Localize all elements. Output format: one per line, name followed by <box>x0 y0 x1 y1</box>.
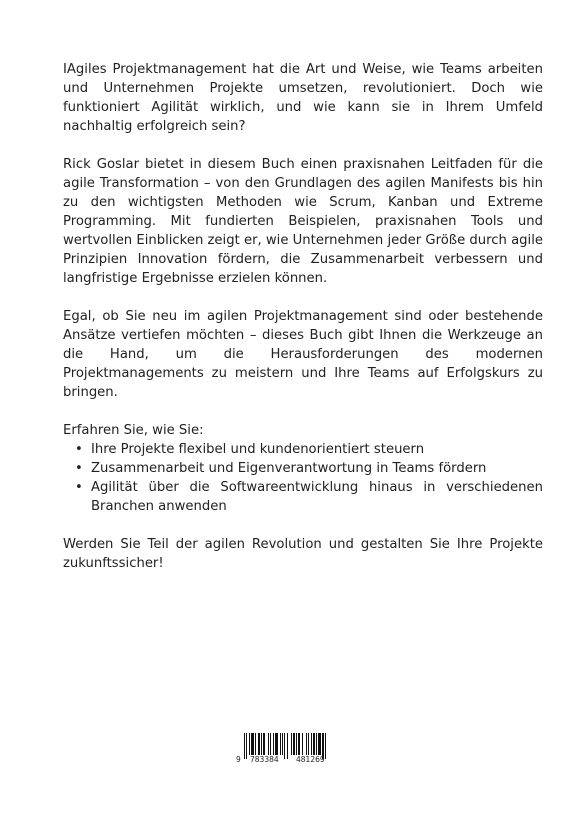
barcode-first-digit: 9 <box>236 755 241 764</box>
closing-paragraph: Werden Sie Teil der agilen Revolution und gestalten Sie Ihre Projekte zukunftssicher! <box>63 537 543 571</box>
barcode-bar <box>251 733 254 755</box>
barcode-bar <box>287 733 288 759</box>
barcode-bar <box>244 733 245 759</box>
barcode-bar <box>318 733 321 755</box>
intro-paragraph: IAgiles Projektmanagement hat die Art und Weise, wie Teams arbeiten und Unternehmen Projekte umsetzen, revolutioniert. Doch wie funktioniert Agilität wirklich, und wie kann sie in Ihrem Umfeld nachhaltig erfolgreich sein? <box>63 62 543 134</box>
barcode-bar <box>246 733 247 759</box>
barcode-bar <box>298 733 300 755</box>
barcode-bar <box>263 733 265 755</box>
list-item: • Agilität über die Softwareentwicklung hinaus in verschiedenen Branchen anwenden <box>91 478 543 516</box>
barcode-bar <box>275 733 278 755</box>
list-item: • Ihre Projekte flexibel und kundenorientiert steuern <box>91 440 543 459</box>
barcode-left-group: 783384 <box>250 755 279 764</box>
benefits-list <box>63 421 543 516</box>
list-intro: Erfahren Sie, wie Sie: <box>63 423 204 438</box>
barcode-bar <box>291 733 292 755</box>
barcode-bar <box>308 733 309 755</box>
barcode-bar <box>258 733 260 755</box>
audience-paragraph: Egal, ob Sie neu im agilen Projektmanagement sind oder bestehende Ansätze vertiefen möchten – dieses Buch gibt Ihnen die Werkzeuge an die Hand, um die Herausforderungen des modernen Projektmanagements zu meistern und Ihre Teams auf Erfolgskurs zu bringen. <box>63 309 543 400</box>
barcode-bar <box>268 733 269 755</box>
barcode-bar <box>270 733 271 755</box>
barcode-bar <box>313 733 315 755</box>
barcode-bar <box>306 733 307 755</box>
barcode-bar <box>255 733 256 755</box>
barcode-bar <box>293 733 295 755</box>
list-item: • Zusammenarbeit und Eigenverantwortung in Teams fördern <box>91 459 543 478</box>
barcode-bar <box>316 733 317 755</box>
barcode-bar <box>282 733 283 755</box>
barcode-bar <box>325 733 326 759</box>
barcode-right-group: 481269 <box>296 755 325 764</box>
barcode-bar <box>280 733 281 755</box>
barcode-bar <box>302 733 303 755</box>
bullet-list <box>63 440 543 516</box>
author-paragraph: Rick Goslar bietet in diesem Buch einen praxisnahen Leitfaden für die agile Transformation – von den Grundlagen des agilen Manifests bis hin zu den wichtigsten Methoden wie Scrum, Kanban und Extreme Programming. Mit fundierten Beispielen, praxisnahen Tools und wertvollen Einblicken zeigt er, wie Unternehmen jeder Größe durch agile Prinzipien Innovation fördern, die Zusammenarbeit verbessern und langfristige Ergebnisse erzielen können. <box>63 157 543 286</box>
barcode-bar <box>249 733 250 755</box>
isbn-barcode <box>236 733 344 767</box>
barcode-bar <box>284 733 285 759</box>
barcode-bar <box>261 733 262 755</box>
barcode-bar <box>273 733 274 755</box>
barcode-bar <box>311 733 312 755</box>
back-cover-text <box>63 60 543 592</box>
barcode-bar <box>296 733 297 755</box>
